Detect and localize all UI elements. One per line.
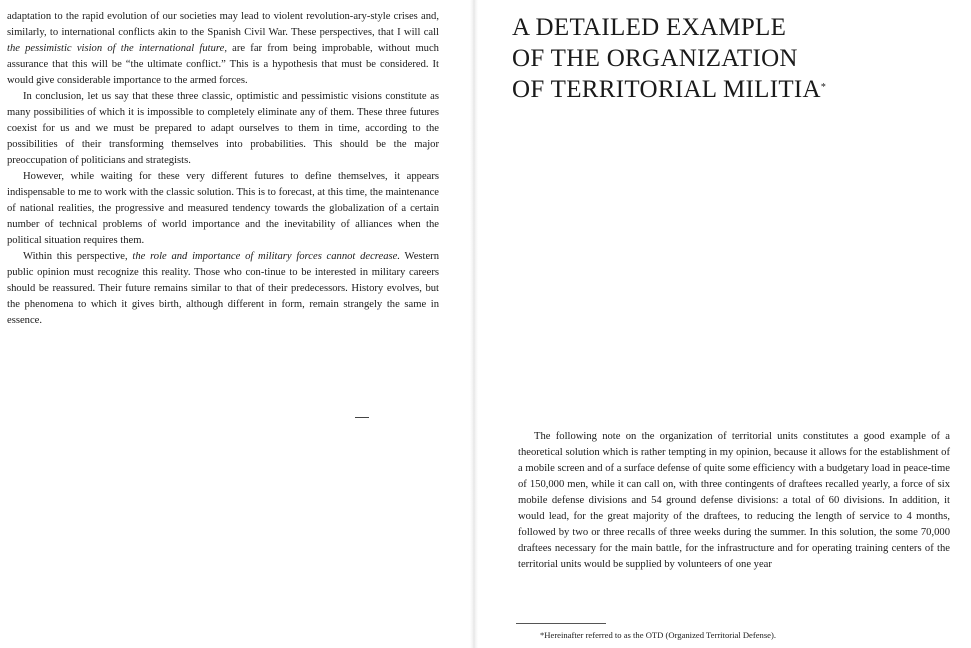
- body-paragraph: The following note on the organization of territorial units constitutes a good example of a theoretical solution which is rather tempting in my opinion, because it allows for the establishment of a mobile screen and of a surface defense of quite some efficiency with a budgetary load in peace-time of 150,000 men, while it can call on, with three contingents of draftees recalled yearly, a force of six mobile defense divisions and 54 ground defense divisions: a total of 60 divisions. In addition, it would lead, for the great majority of the draftees, to reducing the length of service to 4 months, followed by two or three recalls of three weeks during the summer. In this solution, the some 70,000 draftees necessary for the main battle, for the infrastructure and for operating training centers of the territorial units would be supplied by volunteers of one year: [518, 431, 950, 570]
- footnote-marker: *: [820, 82, 827, 93]
- paragraph-pessimistic-vision: adaptation to the rapid evolution of our societies may lead to violent revolution-ary-style crises and, similarly, to international conflicts akin to the Spanish Civil War. These perspectives, that I will call the pessimistic vision of the international future, are far from being improbable, without much assurance that this will be “the ultimate conflict.” This is a hypothesis that must be considered. It would give considerable importance to the armed forces.: [7, 11, 439, 86]
- section-end-mark: [355, 417, 369, 418]
- paragraph-conclusion: In conclusion, let us say that these three classic, optimistic and pessimistic visions constitute as many possibilities of which it is impossible to completely eliminate any of them. These three futures coexist for us and we must be prepared to adapt ourselves to them in time, according to the possibilities of their transforming themselves into probabilities. This should be the major preoccupation of politicians and strategists.: [7, 91, 439, 166]
- footnote: *Hereinafter referred to as the OTD (Organized Territorial Defense).: [540, 630, 777, 640]
- right-page: [478, 0, 971, 648]
- paragraph-military-role: Within this perspective, the role and importance of military forces cannot decrease. Western public opinion must recognize this reality. Those who con-tinue to be interested in military careers should be reassured. Their future remains similar to that of their predecessors. History evolves, but the phenomena to which it gives birth, although different in form, remain strangely the same in essence.: [7, 251, 439, 326]
- paragraph-classic-solution: However, while waiting for these very different futures to define themselves, it appears indispensable to me to work with the classic solution. This is to forecast, at this time, the maintenance of national realities, the progressive and measured tendency towards the globalization of a certain number of technical problems of world importance and the inevitability of alliances when the political situation requires them.: [7, 171, 439, 246]
- italic-emphasis: the pessimistic vision of the international future,: [7, 43, 227, 54]
- left-page: [0, 0, 470, 648]
- title-line: OF THE ORGANIZATION: [512, 45, 798, 72]
- footnote-divider: [516, 623, 606, 624]
- book-gutter: [470, 0, 478, 648]
- italic-emphasis: the role and importance of military forces cannot decrease.: [132, 251, 401, 262]
- title-line: OF TERRITORIAL MILITIA*: [512, 76, 827, 103]
- left-page-text: [7, 9, 439, 329]
- chapter-title: [512, 12, 952, 105]
- title-line: A DETAILED EXAMPLE: [512, 14, 787, 41]
